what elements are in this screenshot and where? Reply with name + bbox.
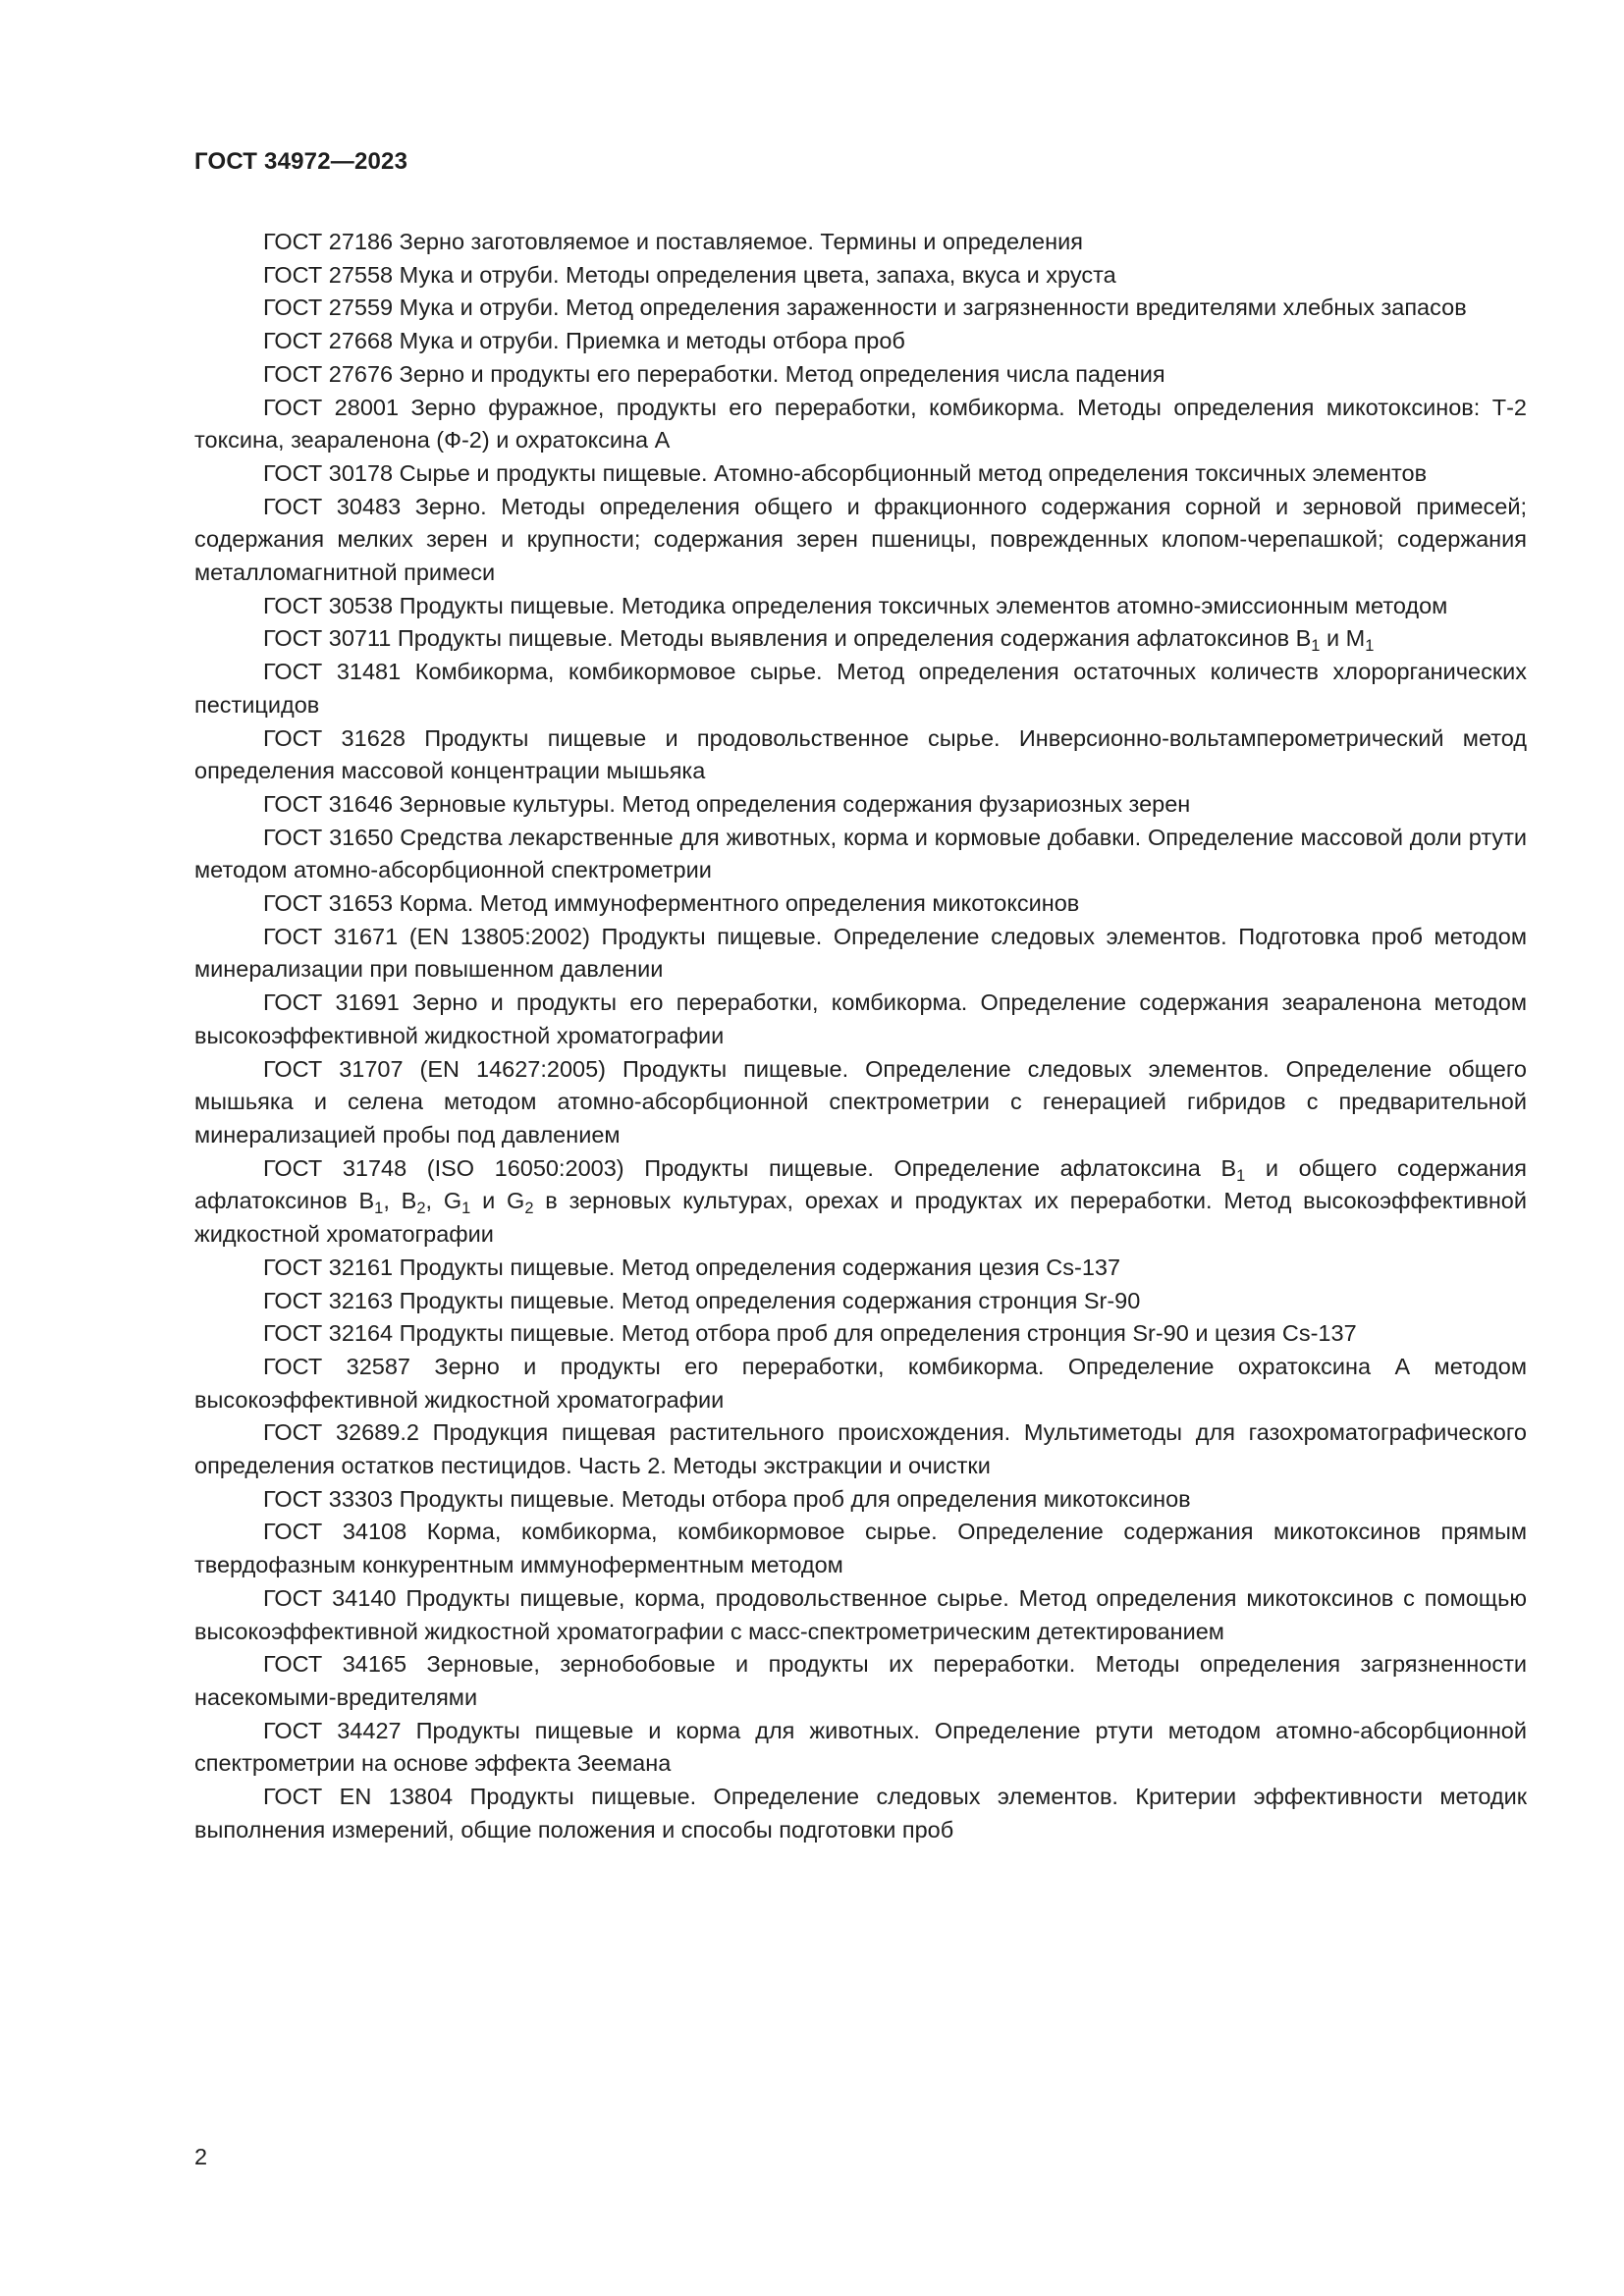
reference-item: ГОСТ EN 13804 Продукты пищевые. Определение следовых элементов. Критерии эффективности методик выполнения измерений, общие положения и способы подготовки проб: [194, 1784, 1527, 1842]
reference-item: ГОСТ 31691 Зерно и продукты его переработки, комбикорма. Определение содержания зеараленона методом высокоэффективной жидкостной хроматографии: [194, 989, 1527, 1048]
reference-item: ГОСТ 32587 Зерно и продукты его переработки, комбикорма. Определение охратоксина А методом высокоэффективной жидкостной хроматографии: [194, 1353, 1527, 1413]
reference-item: ГОСТ 27558 Мука и отруби. Методы определения цвета, запаха, вкуса и хруста: [263, 261, 1116, 288]
normative-references-list: [194, 226, 1527, 1846]
reference-item: ГОСТ 27676 Зерно и продукты его переработки. Метод определения числа падения: [263, 360, 1165, 387]
reference-item: ГОСТ 30178 Сырье и продукты пищевые. Атомно-абсорбционный метод определения токсичных элементов: [263, 459, 1428, 486]
reference-item: ГОСТ 34165 Зерновые, зернобобовые и продукты их переработки. Методы определения загрязненности насекомыми-вредителями: [194, 1651, 1527, 1710]
page-header-standard-id: ГОСТ 34972—2023: [194, 148, 408, 175]
reference-item: ГОСТ 34427 Продукты пищевые и корма для животных. Определение ртути методом атомно-абсорбционной спектрометрии на основе эффекта Зеемана: [194, 1717, 1527, 1777]
reference-item: ГОСТ 33303 Продукты пищевые. Методы отбора проб для определения микотоксинов: [263, 1485, 1191, 1512]
reference-item: ГОСТ 31650 Средства лекарственные для животных, корма и кормовые добавки. Определение массовой доли ртути методом атомно-абсорбционной спектрометрии: [194, 824, 1527, 883]
reference-item: ГОСТ 31671 (EN 13805:2002) Продукты пищевые. Определение следовых элементов. Подготовка проб методом минерализации при повышенном давлении: [194, 923, 1527, 983]
reference-item: ГОСТ 30483 Зерно. Методы определения общего и фракционного содержания сорной и зерновой примесей; содержания мелких зерен и крупности; содержания зерен пшеницы, поврежденных клопом-черепашкой; содержания металломагнитной примеси: [194, 493, 1527, 586]
reference-item: ГОСТ 31653 Корма. Метод иммуноферментного определения микотоксинов: [263, 890, 1080, 917]
reference-item: ГОСТ 30711 Продукты пищевые. Методы выявления и определения содержания афлатоксинов $В_1$ и $М_1$: [263, 625, 1375, 656]
reference-item: ГОСТ 34140 Продукты пищевые, корма, продовольственное сырье. Метод определения микотоксинов с помощью высокоэффективной жидкостной хроматографии с масс-спектрометрическим детектированием: [194, 1584, 1527, 1644]
reference-item: ГОСТ 31707 (EN 14627:2005) Продукты пищевые. Определение следовых элементов. Определение общего мышьяка и селена методом атомно-абсорбционной спектрометрии с генерацией гибридов с предварительной минерализацией пробы под давлением: [194, 1055, 1527, 1148]
reference-item: ГОСТ 27668 Мука и отруби. Приемка и методы отбора проб: [263, 328, 905, 354]
reference-item: ГОСТ 27559 Мука и отруби. Метод определения зараженности и загрязненности вредителями хлебных запасов: [263, 294, 1467, 321]
reference-item: ГОСТ 32161 Продукты пищевые. Метод определения содержания цезия Cs-137: [263, 1254, 1121, 1280]
reference-item: ГОСТ 28001 Зерно фуражное, продукты его переработки, комбикорма. Методы определения микотоксинов: Т-2 токсина, зеараленона (Ф-2) и охратоксина А: [194, 394, 1527, 454]
page-number: 2: [194, 2144, 208, 2169]
reference-item: ГОСТ 31481 Комбикорма, комбикормовое сырье. Метод определения остаточных количеств хлорорганических пестицидов: [194, 659, 1527, 718]
reference-item: ГОСТ 32163 Продукты пищевые. Метод определения содержания стронция Sr-90: [263, 1287, 1141, 1313]
reference-item: ГОСТ 34108 Корма, комбикорма, комбикормовое сырье. Определение содержания микотоксинов прямым твердофазным конкурентным иммуноферментным методом: [194, 1519, 1527, 1578]
reference-item: ГОСТ 32164 Продукты пищевые. Метод отбора проб для определения стронция Sr-90 и цезия Cs-137: [263, 1320, 1357, 1347]
reference-item: ГОСТ 32689.2 Продукция пищевая растительного происхождения. Мультиметоды для газохроматографического определения остатков пестицидов. Часть 2. Методы экстракции и очистки: [194, 1419, 1527, 1479]
reference-item: ГОСТ 31646 Зерновые культуры. Метод определения содержания фузариозных зерен: [263, 790, 1191, 817]
reference-item: ГОСТ 31748 (ISO 16050:2003) Продукты пищевые. Определение афлатоксина $В_1$ и общего содержания афлатоксинов $В_1$, $В_2$, $G_1$ и $G_2$ в зерновых культурах, орехах и продуктах их переработки. Метод высокоэффективной жидкостной хроматографии: [194, 1154, 1527, 1248]
reference-item: ГОСТ 30538 Продукты пищевые. Методика определения токсичных элементов атомно-эмиссионным методом: [263, 592, 1448, 618]
reference-item: ГОСТ 27186 Зерно заготовляемое и поставляемое. Термины и определения: [263, 229, 1083, 254]
reference-item: ГОСТ 31628 Продукты пищевые и продовольственное сырье. Инверсионно-вольтамперометрический метод определения массовой концентрации мышьяка: [194, 724, 1527, 784]
